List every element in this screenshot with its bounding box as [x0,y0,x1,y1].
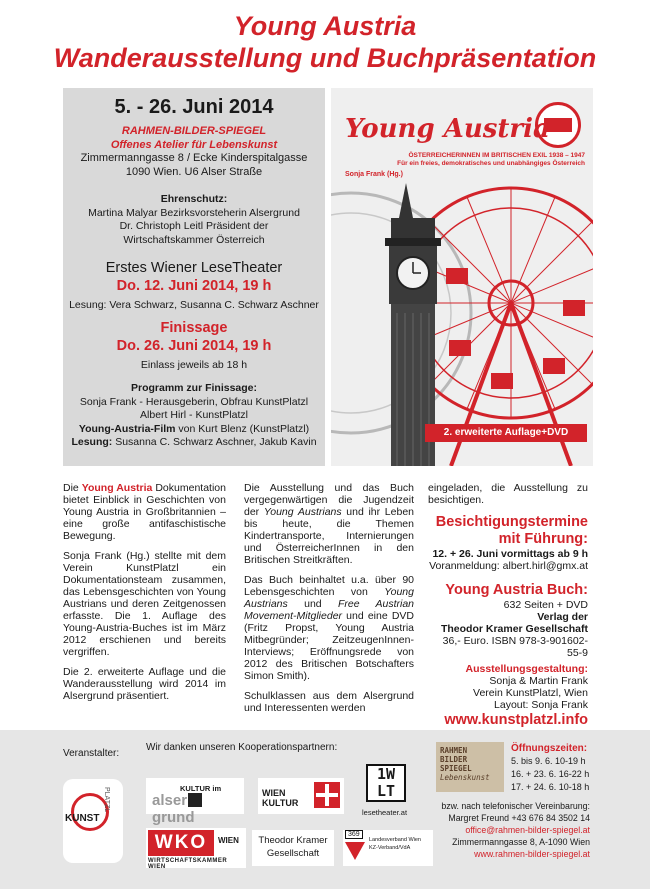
text-italic: Free Austrian Movement-Mitglieder [244,598,414,622]
text-span: Die Ausstellung und das Buch vergegenwärtigen die Jugendzeit der [244,482,414,518]
opening-hours-2: 16. + 23. 6. 16-22 h [511,769,590,779]
kunstplatzl-logo-kunst: KUNST [65,813,100,824]
venue-name: RAHMEN-BILDER-SPIEGEL [121,125,267,137]
paragraph [63,482,226,542]
rahmen-bilder-spiegel-logo [436,742,504,792]
partners-label: Wir danken unseren Kooperationspartnern: [146,742,338,753]
venue-address-line2: 1090 Wien. U6 Alser Straße [125,165,263,178]
program-item-4-rest: Susanna C. Schwarz Aschner, Jakub Kavin [112,436,317,448]
contact-line-1: bzw. nach telefonischer Vereinbarung: [441,801,590,811]
venue-subtitle: Offenes Atelier für Lebenskunst [110,138,278,151]
lesetheater-label: lesetheater.at [362,808,408,817]
website-link[interactable]: www.kunstplatzl.info [444,712,588,728]
landesverband-369: 369 [345,830,363,839]
contact-line-2: Margret Freund +43 676 84 3502 14 [448,813,590,823]
patron-2a: Dr. Christoph Leitl Präsident der [119,220,269,232]
program-item-4 [63,436,325,450]
text-span: Dokumentation bietet Einblick in Geschichten von Young Austria in Großbritannien – eine große antifaschistische Bewegung. [63,482,226,542]
kunstplatzl-logo [63,779,123,863]
text-span: Die [63,482,82,494]
text-column-1 [63,482,226,710]
text-span: und [287,598,338,610]
cover-editor: Sonja Frank (Hg.) [345,171,403,178]
patron-2b: Wirtschaftskammer Österreich [123,233,265,246]
program-item-3 [63,423,325,437]
program-item-1: Sonja Frank - Herausgeberin, Obfrau KunstPlatzl [79,395,309,408]
cover-banner: 2. erweiterte Auflage+DVD [425,424,587,442]
organizer-label: Veranstalter: [63,748,120,759]
paragraph: Die 2. erweiterte Auflage und die Wanderausstellung wird 2014 im Alsergrund präsentiert. [63,666,226,702]
design-line-2: Verein KunstPlatzl, Wien [473,687,588,699]
paragraph: eingeladen, die Ausstellung zu besichtigen. [428,482,588,506]
event-info-box [63,88,325,466]
kunstplatzl-logo-platzl: PLATZL [103,787,110,813]
event1-name: Erstes Wiener LeseTheater [105,260,283,276]
text-italic: Young Austrians [263,506,342,518]
wko-logo-sub: WIRTSCHAFTSKAMMER WIEN [148,858,228,870]
program-item-4-bold: Lesung: [71,436,113,448]
text-highlight: Young Austria [81,482,153,494]
patronage-label: Ehrenschutz: [160,193,228,205]
paragraph [244,574,414,682]
theodor-kramer-logo [252,830,334,866]
landesverband-logo [343,830,433,866]
kultur-alsergrund-alser: alser [152,792,188,809]
opening-hours-title: Öffnungszeiten: [511,743,588,754]
patron-1: Martina Malyar Bezirksvorsteherin Alsergrund [88,206,300,219]
program-item-3-rest: von Kurt Blenz (KunstPlatzl) [175,422,310,435]
kultur-alsergrund-logo [146,778,244,826]
headline-title: Young Austria [233,11,417,41]
event1-reading: Lesung: Vera Schwarz, Susanna C. Schwarz Aschner [69,299,319,311]
tours-line-2: Voranmeldung: albert.hirl@gmx.at [429,560,588,572]
lesetheater-logo-top: 1W [376,765,396,783]
cover-subtitle-2: Für ein freies, demokratisches und unabhängiges Österreich [397,160,585,167]
design-line-1: Sonja & Martin Frank [489,675,588,687]
contact-block [440,800,590,860]
book-line-2: Verlag der [537,611,588,623]
book-line-3: Theodor Kramer Gesellschaft [440,623,588,635]
rbs-line-4: Lebenskunst [440,773,490,782]
text-span: und eine DVD (Fritz Propst, Young Austria Mitbegründer; ZeitzeugenInnen-Interviews; Eröffnungsrede von 2012 des Britischen Botschafters Simon Smith). [244,610,414,682]
cover-subtitle [375,152,585,168]
kultur-alsergrund-grund: grund [152,809,195,826]
design-line-3: Layout: Sonja Frank [494,699,588,711]
opening-hours-1: 5. bis 9. 6. 10-19 h [511,756,586,766]
rbs-line-2: BILDER [440,755,468,764]
tours-line-1: 12. + 26. Juni vormittags ab 9 h [432,548,588,560]
tkg-line-1: Theodor Kramer [258,835,328,846]
venue-address-line1: Zimmermanngasse 8 / Ecke Kinderspitalgasse [80,152,308,164]
book-title: Young Austria Buch: [445,582,588,598]
text-span: und ihr Leben bis heute, die Themen Kindertransporte, Internierungen und ÖsterreicherInnen in den Britischen Streitkräften. [244,506,414,566]
program-item-3-bold: Young-Austria-Film [78,422,176,435]
book-line-1: 632 Seiten + DVD [503,599,588,611]
wien-kultur-text: WIEN KULTUR [262,788,299,808]
entry-time: Einlass jeweils ab 18 h [140,358,248,371]
paragraph: Schulklassen aus dem Alsergrund und Interessenten werden [244,690,414,714]
opening-hours-3: 17. + 24. 6. 10-18 h [511,782,590,792]
cover-subtitle-1: ÖSTERREICHERINNEN IM BRITISCHEN EXIL 1938 – 1947 [408,152,585,159]
contact-address: Zimmermanngasse 8, A-1090 Wien [452,837,590,847]
kultur-alsergrund-kultur: KULTUR im [180,784,222,793]
design-label: Ausstellungsgestaltung: [465,663,588,675]
opening-hours [511,742,591,794]
contact-email[interactable]: office@rahmen-bilder-spiegel.at [465,825,590,835]
book-cover-image [331,88,593,466]
text-column-3 [428,482,588,726]
triangle-icon [345,842,365,860]
tours-title: Besichtigungstermine mit Führung: [435,514,588,547]
rbs-line-3: SPIEGEL [440,764,472,773]
rbs-line-1: RAHMEN [440,746,468,755]
paragraph [244,482,414,566]
landesverband-line-2: KZ-Verband/VdA [369,845,411,851]
wien-kultur-logo [258,778,344,814]
lesetheater-logo [358,764,418,826]
finissage-date: Do. 26. Juni 2014, 19 h [116,337,272,354]
wko-logo [146,828,246,868]
contact-website[interactable]: www.rahmen-bilder-spiegel.at [474,849,590,859]
finissage-label: Finissage [160,319,228,336]
landesverband-line-1: Landesverband Wien [369,837,421,843]
book-line-4: 36,- Euro. ISBN 978-3-901602-55-9 [442,635,588,659]
event1-date: Do. 12. Juni 2014, 19 h [116,278,272,294]
text-column-2 [244,482,414,722]
tkg-line-2: Gesellschaft [266,848,320,859]
text-span: Das Buch beinhaltet u.a. über 90 Lebensgeschichten von [244,574,414,598]
exhibition-dates: 5. - 26. Juni 2014 [114,96,274,118]
lesetheater-logo-bottom: LT [376,782,396,800]
cover-title: Young Austria [345,114,550,144]
wko-logo-wien: WIEN [218,836,239,845]
text-italic: Young Austrians [244,586,414,610]
program-item-2: Albert Hirl - KunstPlatzl [140,409,248,421]
headline-subtitle: Wanderausstellung und Buchpräsentation [53,43,597,73]
program-label: Programm zur Finissage: [130,382,258,394]
wko-logo-text: WKO [148,830,214,856]
paragraph: Sonja Frank (Hg.) stellte mit dem Verein KunstPlatzl ein Dokumentationsteam zusammen, das Lebensgeschichten von Young Austrians und deren Zeitgenossen erfasste. Die 1. Auflage des Young-Austria-Buches ist im März 2012 erschienen und bereits vergriffen. [63,550,226,658]
